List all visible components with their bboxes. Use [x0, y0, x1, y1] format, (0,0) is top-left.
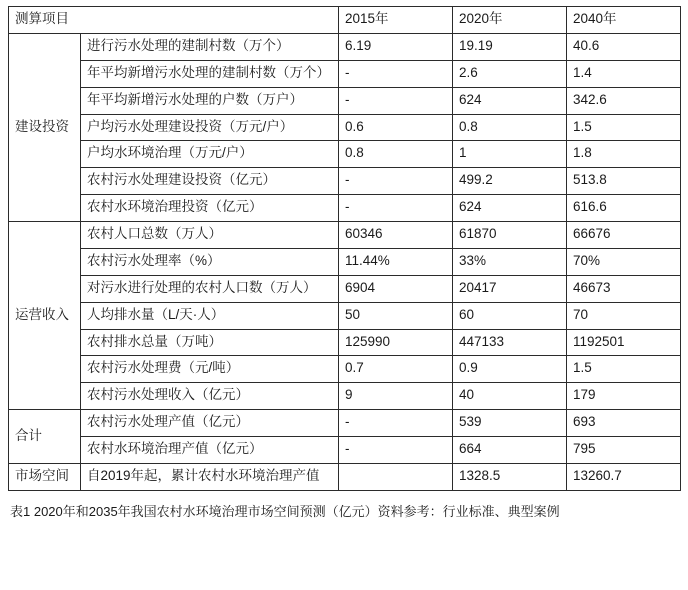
row-item-label: 农村排水总量（万吨）: [81, 329, 339, 356]
cell-2040: 40.6: [567, 33, 681, 60]
cell-2020: 624: [453, 195, 567, 222]
cell-2020: 447133: [453, 329, 567, 356]
cell-2015: -: [339, 60, 453, 87]
row-item-label: 农村污水处理收入（亿元）: [81, 383, 339, 410]
row-item-label: 年平均新增污水处理的户数（万户）: [81, 87, 339, 114]
table-row: [9, 222, 681, 249]
row-item-label: 户均污水处理建设投资（万元/户）: [81, 114, 339, 141]
cell-2040: 1.4: [567, 60, 681, 87]
category-operating-revenue: 运营收入: [9, 222, 81, 410]
cell-2015: -: [339, 87, 453, 114]
cell-2040: 1.5: [567, 114, 681, 141]
cell-2040: 342.6: [567, 87, 681, 114]
cell-2020: 2.6: [453, 60, 567, 87]
table-row: [9, 383, 681, 410]
forecast-table: [8, 6, 681, 491]
header-year-2015: 2015年: [339, 7, 453, 34]
cell-2020: 1328.5: [453, 463, 567, 490]
table-row: [9, 302, 681, 329]
cell-2020: 20417: [453, 275, 567, 302]
cell-2040: 70: [567, 302, 681, 329]
header-metric-label: 测算项目: [9, 7, 339, 34]
table-header-row: [9, 7, 681, 34]
cell-2040: 66676: [567, 222, 681, 249]
cell-2020: 33%: [453, 248, 567, 275]
table-row: [9, 87, 681, 114]
table-row: [9, 275, 681, 302]
table-row: [9, 195, 681, 222]
cell-2040: 1192501: [567, 329, 681, 356]
row-item-label: 户均水环境治理（万元/户）: [81, 141, 339, 168]
cell-2015: 0.6: [339, 114, 453, 141]
header-year-2040: 2040年: [567, 7, 681, 34]
cell-2015: 6904: [339, 275, 453, 302]
cell-2020: 61870: [453, 222, 567, 249]
cell-2015: 0.8: [339, 141, 453, 168]
table-row: [9, 141, 681, 168]
cell-2020: 0.9: [453, 356, 567, 383]
cell-2020: 539: [453, 410, 567, 437]
row-item-label: 农村水环境治理产值（亿元）: [81, 437, 339, 464]
cell-2040: 1.8: [567, 141, 681, 168]
cell-2020: 40: [453, 383, 567, 410]
row-item-label: 农村污水处理产值（亿元）: [81, 410, 339, 437]
row-item-label: 人均排水量（L/天·人）: [81, 302, 339, 329]
table-row: [9, 33, 681, 60]
category-market-space: 市场空间: [9, 463, 81, 490]
row-item-label: 农村人口总数（万人）: [81, 222, 339, 249]
table-row: [9, 114, 681, 141]
header-year-2020: 2020年: [453, 7, 567, 34]
cell-2020: 624: [453, 87, 567, 114]
table-row: [9, 329, 681, 356]
table-row: [9, 60, 681, 87]
row-item-label: 对污水进行处理的农村人口数（万人）: [81, 275, 339, 302]
cell-2040: 179: [567, 383, 681, 410]
cell-2015: [339, 463, 453, 490]
cell-2040: 693: [567, 410, 681, 437]
cell-2015: -: [339, 168, 453, 195]
cell-2040: 13260.7: [567, 463, 681, 490]
table-row: [9, 463, 681, 490]
cell-2015: -: [339, 437, 453, 464]
cell-2015: 11.44%: [339, 248, 453, 275]
row-item-label: 农村水环境治理投资（亿元）: [81, 195, 339, 222]
table-row: [9, 437, 681, 464]
row-item-label: 自2019年起，累计农村水环境治理产值: [81, 463, 339, 490]
cell-2040: 795: [567, 437, 681, 464]
cell-2040: 616.6: [567, 195, 681, 222]
cell-2040: 513.8: [567, 168, 681, 195]
table-caption: 表1 2020年和2035年我国农村水环境治理市场空间预测（亿元）资料参考：行业标准、典型案例: [10, 503, 560, 519]
cell-2015: 60346: [339, 222, 453, 249]
cell-2015: 0.7: [339, 356, 453, 383]
cell-2020: 499.2: [453, 168, 567, 195]
table-row: [9, 248, 681, 275]
cell-2020: 1: [453, 141, 567, 168]
table-row: [9, 168, 681, 195]
table-row: [9, 356, 681, 383]
category-total: 合计: [9, 410, 81, 464]
cell-2015: 125990: [339, 329, 453, 356]
row-item-label: 年平均新增污水处理的建制村数（万个）: [81, 60, 339, 87]
cell-2020: 664: [453, 437, 567, 464]
cell-2015: 6.19: [339, 33, 453, 60]
category-construction-investment: 建设投资: [9, 33, 81, 221]
cell-2040: 70%: [567, 248, 681, 275]
cell-2040: 46673: [567, 275, 681, 302]
cell-2020: 60: [453, 302, 567, 329]
cell-2015: 50: [339, 302, 453, 329]
row-item-label: 进行污水处理的建制村数（万个）: [81, 33, 339, 60]
cell-2020: 19.19: [453, 33, 567, 60]
row-item-label: 农村污水处理费（元/吨）: [81, 356, 339, 383]
table-body: [9, 7, 681, 491]
cell-2015: -: [339, 410, 453, 437]
row-item-label: 农村污水处理率（%）: [81, 248, 339, 275]
table-row: [9, 410, 681, 437]
cell-2015: -: [339, 195, 453, 222]
row-item-label: 农村污水处理建设投资（亿元）: [81, 168, 339, 195]
cell-2020: 0.8: [453, 114, 567, 141]
cell-2015: 9: [339, 383, 453, 410]
cell-2040: 1.5: [567, 356, 681, 383]
